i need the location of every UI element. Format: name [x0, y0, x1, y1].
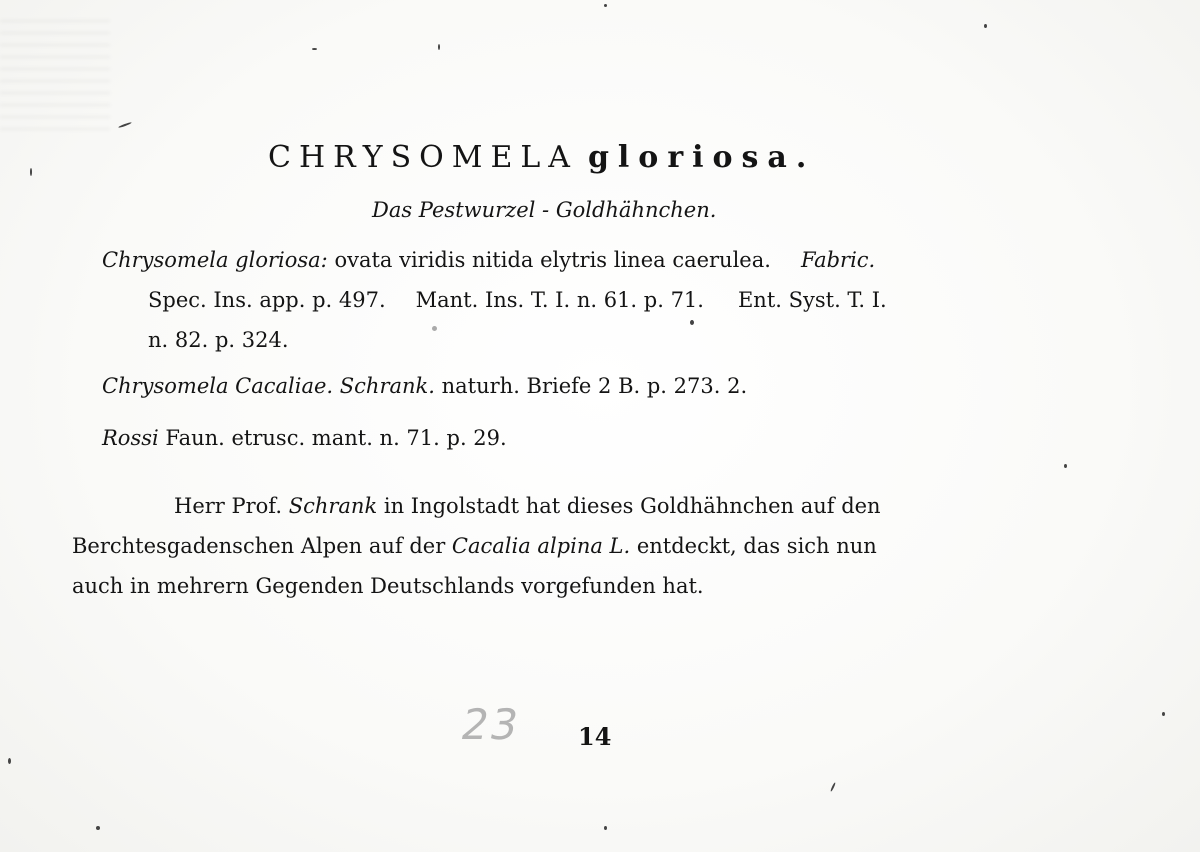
- text-run: Berchtesgadenschen Alpen auf der: [72, 534, 446, 558]
- bleed-through-text: [0, 20, 110, 130]
- reference: Spec. Ins. app. p. 497.: [148, 288, 386, 312]
- speck: [604, 826, 607, 830]
- speck: [438, 44, 440, 50]
- text-run: Herr Prof.: [174, 494, 283, 518]
- page-number: 14: [578, 722, 612, 751]
- person-name: Schrank: [288, 494, 378, 518]
- speck: [604, 4, 607, 7]
- reference: Faun. etrusc. mant. n. 71. p. 29.: [165, 426, 507, 450]
- plant-name: Cacalia alpina L.: [451, 534, 631, 558]
- speck: [984, 24, 987, 28]
- reference: naturh. Briefe 2 B. p. 273. 2.: [441, 374, 748, 398]
- author-name: Fabric.: [800, 248, 876, 272]
- species-name: gloriosa.: [587, 140, 816, 175]
- speck: [1064, 464, 1067, 468]
- speck: [312, 48, 317, 50]
- author-name: Rossi: [102, 426, 159, 450]
- author-name: Schrank.: [339, 374, 435, 398]
- synonym-name: Chrysomela Cacaliae.: [102, 374, 334, 398]
- description-paragraph: [72, 486, 1112, 606]
- common-name: Das Pestwurzel - Goldhähnchen.: [372, 198, 717, 222]
- synonym-line: [102, 418, 1102, 458]
- species-title: [268, 138, 815, 178]
- genus-name: CHRYSOMELA: [268, 140, 578, 175]
- speck: [118, 122, 132, 129]
- synonym-entry-3: [102, 418, 1102, 458]
- synonym-entry-2: [102, 366, 1102, 406]
- reference-line: [102, 320, 1102, 360]
- synonym-name: Chrysomela gloriosa:: [102, 248, 328, 272]
- species-diagnosis: ovata viridis nitida elytris linea caerulea.: [334, 248, 771, 272]
- synonym-line: [102, 240, 1102, 280]
- reference: Ent. Syst. T. I.: [737, 288, 887, 312]
- speck: [96, 826, 100, 830]
- speck: [30, 168, 32, 176]
- text-run: auch in mehrern Gegenden Deutschlands vorgefunden hat.: [72, 574, 704, 598]
- reference: Mant. Ins. T. I. n. 61. p. 71.: [415, 288, 704, 312]
- paragraph-line: [72, 526, 1112, 566]
- synonym-line: [102, 366, 1102, 406]
- speck: [8, 758, 11, 764]
- speck: [1162, 712, 1165, 716]
- paragraph-line: [72, 566, 1112, 606]
- synonym-entry-1: [102, 240, 1102, 360]
- text-run: in Ingolstadt hat dieses Goldhähnchen auf den: [383, 494, 881, 518]
- speck: [830, 782, 836, 792]
- paragraph-line: [72, 486, 1112, 526]
- text-run: entdeckt, das sich nun: [636, 534, 877, 558]
- reference: n. 82. p. 324.: [148, 328, 289, 352]
- handwritten-number: 23: [456, 700, 525, 749]
- reference-line: [102, 280, 1102, 320]
